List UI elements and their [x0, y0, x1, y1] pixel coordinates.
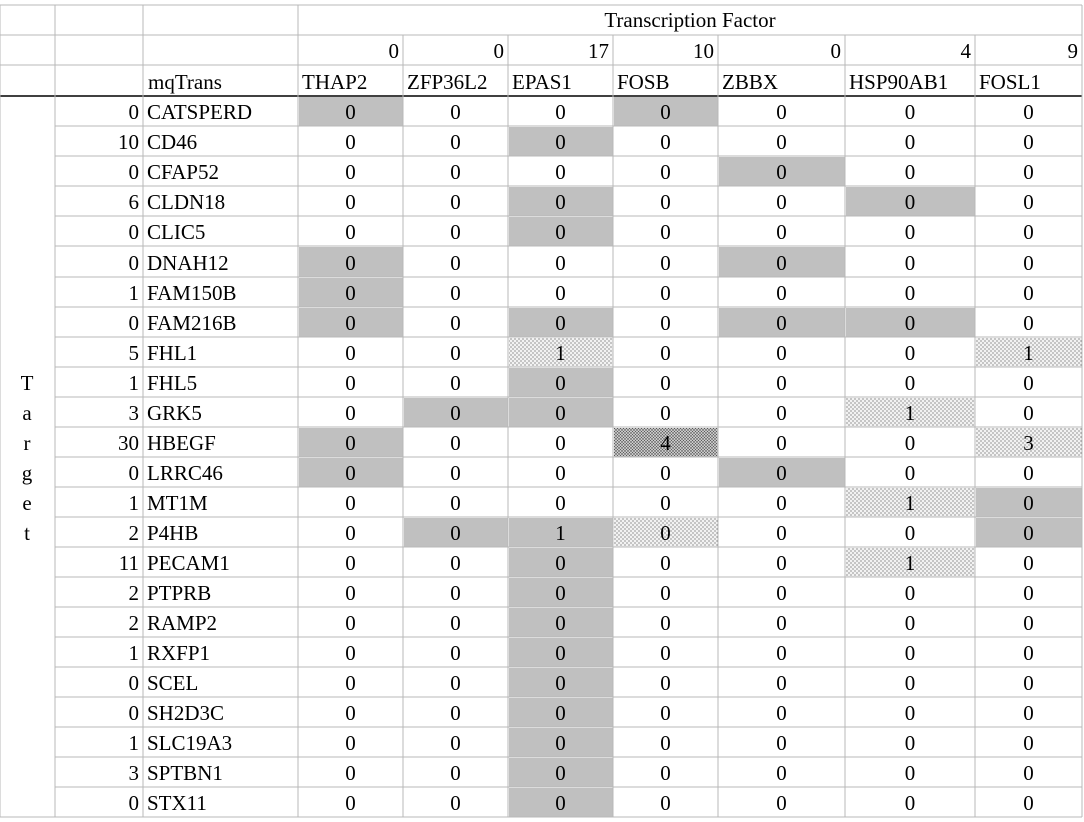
row-count: 1: [128, 641, 139, 665]
row-count: 1: [128, 731, 139, 755]
row-label: FHL5: [147, 371, 198, 395]
cell-value: 0: [555, 461, 566, 485]
cell-value: 0: [450, 491, 461, 515]
target-label-letter: r: [23, 431, 31, 455]
row-label: RXFP1: [147, 641, 211, 665]
cell-value: 0: [776, 791, 787, 815]
cell-value: 0: [904, 100, 916, 124]
cell-value: 0: [776, 431, 787, 455]
cell-value: 0: [776, 611, 787, 635]
cell-value: 0: [1023, 251, 1034, 275]
cell-value: 0: [904, 671, 916, 695]
cell-value: 0: [660, 461, 671, 485]
cell-value: 0: [660, 671, 671, 695]
cell-value: 0: [450, 251, 461, 275]
cell-value: 0: [345, 100, 356, 124]
row-label: CD46: [147, 130, 198, 154]
cell-value: 0: [660, 581, 671, 605]
cell-value: 0: [555, 401, 566, 425]
column-header: FOSL1: [979, 70, 1041, 94]
cell-value: 0: [776, 731, 787, 755]
cell-value: 0: [776, 761, 787, 785]
cell-value: 0: [555, 551, 566, 575]
cell-value: 0: [660, 761, 671, 785]
target-label-letter: g: [21, 461, 33, 485]
cell-value: 0: [904, 641, 916, 665]
row-label: GRK5: [147, 401, 202, 425]
cell-value: 0: [345, 731, 356, 755]
cell-value: 0: [904, 431, 916, 455]
cell-value: 0: [555, 761, 566, 785]
cell-value: 0: [776, 491, 787, 515]
cell-value: 0: [555, 100, 566, 124]
row-label: SCEL: [147, 671, 199, 695]
cell-value: 0: [1023, 311, 1034, 335]
cell-value: 0: [345, 190, 356, 214]
cell-value: 0: [555, 431, 566, 455]
cell-value: 0: [345, 371, 356, 395]
cell-value: 0: [555, 641, 566, 665]
cell-value: 0: [555, 791, 566, 815]
cell-value: 0: [345, 791, 356, 815]
cell-value: 0: [776, 551, 787, 575]
cell-value: 0: [345, 581, 356, 605]
cell-value: 0: [450, 551, 461, 575]
cell-value: 0: [555, 611, 566, 635]
cell-value: 0: [345, 401, 356, 425]
cell-value: 0: [904, 581, 916, 605]
cell-value: 0: [660, 130, 671, 154]
cell-value: 0: [450, 701, 461, 725]
cell-value: 0: [450, 100, 461, 124]
cell-value: 0: [1023, 371, 1034, 395]
mqtrans-header: mqTrans: [148, 70, 222, 94]
cell-value: 0: [345, 160, 356, 184]
cell-value: 0: [1023, 731, 1034, 755]
cell-value: 0: [555, 731, 566, 755]
cell-value: 0: [660, 731, 671, 755]
cell-value: 0: [450, 190, 461, 214]
cell-value: 0: [450, 160, 461, 184]
cell-value: 0: [345, 701, 356, 725]
cell-value: 0: [450, 341, 461, 365]
row-count: 2: [128, 521, 139, 545]
row-count: 10: [118, 130, 139, 154]
cell-value: 0: [345, 641, 356, 665]
column-count: 17: [588, 39, 609, 63]
cell-value: 0: [555, 190, 566, 214]
cell-value: 0: [345, 251, 356, 275]
cell-value: 0: [660, 701, 671, 725]
cell-value: 0: [904, 130, 916, 154]
cell-value: 0: [1023, 701, 1034, 725]
column-header: ZFP36L2: [407, 70, 488, 94]
cell-value: 0: [660, 281, 671, 305]
cell-value: 0: [776, 100, 787, 124]
cell-value: 0: [1023, 791, 1034, 815]
cell-value: 0: [660, 100, 671, 124]
cell-value: 1: [904, 491, 916, 515]
cell-value: 0: [776, 341, 787, 365]
cell-value: 0: [1023, 551, 1034, 575]
column-header: ZBBX: [722, 70, 779, 94]
cell-value: 0: [1023, 671, 1034, 695]
cell-value: 1: [555, 521, 566, 545]
column-count: 4: [960, 39, 971, 63]
row-label: CLIC5: [147, 220, 206, 244]
cell-value: 0: [660, 611, 671, 635]
cell-value: 0: [345, 461, 356, 485]
cell-value: 0: [1023, 130, 1034, 154]
row-label: LRRC46: [147, 461, 223, 485]
cell-value: 0: [776, 701, 787, 725]
cell-value: 0: [1023, 100, 1034, 124]
row-label: DNAH12: [147, 251, 229, 275]
cell-value: 0: [450, 791, 461, 815]
row-count: 1: [128, 491, 139, 515]
cell-value: 0: [555, 160, 566, 184]
row-count: 30: [118, 431, 139, 455]
row-count: 0: [128, 160, 139, 184]
cell-value: 0: [555, 311, 566, 335]
target-label-letter: a: [22, 401, 32, 425]
cell-value: 0: [450, 611, 461, 635]
cell-value: 0: [776, 671, 787, 695]
cell-value: 0: [1023, 281, 1034, 305]
cell-value: 0: [776, 281, 787, 305]
row-label: MT1M: [147, 491, 208, 515]
cell-value: 0: [904, 761, 916, 785]
cell-value: 0: [776, 401, 787, 425]
row-label: PECAM1: [147, 551, 230, 575]
row-label: CLDN18: [147, 190, 226, 214]
cell-value: 0: [904, 341, 916, 365]
cell-value: 0: [450, 220, 461, 244]
cell-value: 0: [660, 491, 671, 515]
cell-value: 1: [555, 341, 566, 365]
row-count: 0: [128, 791, 139, 815]
cell-value: 0: [904, 701, 916, 725]
cell-value: 0: [904, 311, 916, 335]
cell-value: 0: [660, 641, 671, 665]
cell-value: 0: [660, 220, 671, 244]
row-count: 0: [128, 220, 139, 244]
cell-value: 0: [345, 761, 356, 785]
cell-value: 0: [450, 130, 461, 154]
cell-value: 0: [776, 130, 787, 154]
row-label: FAM150B: [147, 281, 237, 305]
cell-value: 0: [776, 371, 787, 395]
row-count: 0: [128, 461, 139, 485]
cell-value: 0: [904, 791, 916, 815]
row-label: CATSPERD: [147, 100, 253, 124]
row-count: 1: [128, 371, 139, 395]
target-label-letter: t: [24, 521, 30, 545]
row-label: FAM216B: [147, 311, 237, 335]
cell-value: 0: [345, 551, 356, 575]
row-count: 6: [128, 190, 139, 214]
cell-value: 0: [1023, 641, 1034, 665]
row-count: 0: [128, 701, 139, 725]
row-label: STX11: [147, 791, 207, 815]
column-count: 0: [388, 39, 399, 63]
cell-value: 0: [776, 581, 787, 605]
cell-value: 0: [555, 251, 566, 275]
cell-value: 0: [555, 281, 566, 305]
row-label: PTPRB: [147, 581, 212, 605]
cell-value: 0: [776, 251, 787, 275]
cell-value: 0: [345, 611, 356, 635]
cell-value: 0: [345, 671, 356, 695]
row-label: CFAP52: [147, 160, 219, 184]
cell-value: 0: [904, 251, 916, 275]
row-label: RAMP2: [147, 611, 218, 635]
cell-value: 0: [1023, 401, 1034, 425]
column-header: EPAS1: [512, 70, 572, 94]
row-count: 2: [128, 611, 139, 635]
cell-value: 0: [450, 671, 461, 695]
cell-value: 0: [450, 521, 461, 545]
cell-value: 0: [660, 401, 671, 425]
cell-value: 0: [660, 371, 671, 395]
cell-value: 0: [450, 581, 461, 605]
column-count: 10: [693, 39, 714, 63]
cell-value: 0: [345, 130, 356, 154]
cell-value: 4: [660, 431, 671, 455]
cell-value: 0: [1023, 190, 1034, 214]
cell-value: 0: [555, 371, 566, 395]
cell-value: 0: [660, 341, 671, 365]
cell-value: 0: [1023, 761, 1034, 785]
cell-value: 0: [776, 190, 787, 214]
cell-value: 0: [555, 671, 566, 695]
cell-value: 0: [660, 190, 671, 214]
target-label-letter: e: [22, 491, 32, 515]
cell-value: 0: [1023, 160, 1034, 184]
cell-value: 0: [904, 521, 916, 545]
cell-value: 0: [660, 521, 671, 545]
cell-value: 0: [904, 190, 916, 214]
row-count: 3: [128, 401, 139, 425]
cell-value: 1: [904, 551, 916, 575]
cell-value: 0: [450, 401, 461, 425]
cell-value: 0: [555, 130, 566, 154]
cell-value: 1: [904, 401, 916, 425]
cell-value: 0: [555, 220, 566, 244]
cell-value: 0: [1023, 611, 1034, 635]
cell-value: 0: [450, 641, 461, 665]
cell-value: 0: [345, 281, 356, 305]
cell-value: 0: [776, 521, 787, 545]
cell-value: 0: [1023, 491, 1034, 515]
column-count: 9: [1067, 39, 1078, 63]
cell-value: 0: [450, 431, 461, 455]
cell-value: 0: [776, 641, 787, 665]
cell-value: 0: [345, 311, 356, 335]
cell-value: 0: [776, 160, 787, 184]
cell-value: 0: [345, 341, 356, 365]
cell-value: 1: [1023, 341, 1034, 365]
row-label: SLC19A3: [147, 731, 233, 755]
row-count: 5: [128, 341, 139, 365]
row-count: 11: [118, 551, 139, 575]
cell-value: 0: [345, 431, 356, 455]
cell-value: 0: [555, 581, 566, 605]
cell-value: 0: [904, 731, 916, 755]
column-header: HSP90AB1: [849, 70, 949, 94]
row-count: 1: [128, 281, 139, 305]
cell-value: 0: [1023, 461, 1034, 485]
cell-value: 0: [450, 461, 461, 485]
cell-value: 0: [555, 491, 566, 515]
cell-value: 0: [450, 311, 461, 335]
cell-value: 0: [904, 461, 916, 485]
row-count: 0: [128, 251, 139, 275]
row-label: SH2D3C: [147, 701, 225, 725]
cell-value: 0: [776, 311, 787, 335]
cell-value: 0: [450, 731, 461, 755]
cell-value: 0: [904, 220, 916, 244]
cell-value: 0: [660, 160, 671, 184]
cell-value: 0: [555, 701, 566, 725]
cell-value: 0: [776, 461, 787, 485]
row-label: FHL1: [147, 341, 198, 365]
cell-value: 0: [660, 311, 671, 335]
cell-value: 0: [345, 220, 356, 244]
row-label: P4HB: [147, 521, 199, 545]
column-header: FOSB: [617, 70, 670, 94]
row-count: 0: [128, 100, 139, 124]
cell-value: 0: [660, 251, 671, 275]
cell-value: 0: [1023, 521, 1034, 545]
table-title: Transcription Factor: [604, 8, 776, 32]
cell-value: 0: [904, 281, 916, 305]
cell-value: 0: [904, 371, 916, 395]
cell-value: 0: [904, 611, 916, 635]
row-count: 0: [128, 311, 139, 335]
cell-value: 0: [345, 521, 356, 545]
cell-value: 0: [660, 791, 671, 815]
cell-value: 3: [1023, 431, 1034, 455]
column-count: 0: [493, 39, 504, 63]
cell-value: 0: [1023, 581, 1034, 605]
cell-value: 0: [776, 220, 787, 244]
target-label-letter: T: [20, 371, 34, 395]
cell-value: 0: [450, 281, 461, 305]
row-count: 0: [128, 671, 139, 695]
cell-value: 0: [450, 761, 461, 785]
cell-value: 0: [345, 491, 356, 515]
row-count: 2: [128, 581, 139, 605]
cell-value: 0: [660, 551, 671, 575]
column-count: 0: [830, 39, 841, 63]
row-count: 3: [128, 761, 139, 785]
row-label: HBEGF: [147, 431, 216, 455]
column-header: THAP2: [302, 70, 368, 94]
row-label: SPTBN1: [147, 761, 223, 785]
cell-value: 0: [904, 160, 916, 184]
cell-value: 0: [1023, 220, 1034, 244]
cell-value: 0: [450, 371, 461, 395]
